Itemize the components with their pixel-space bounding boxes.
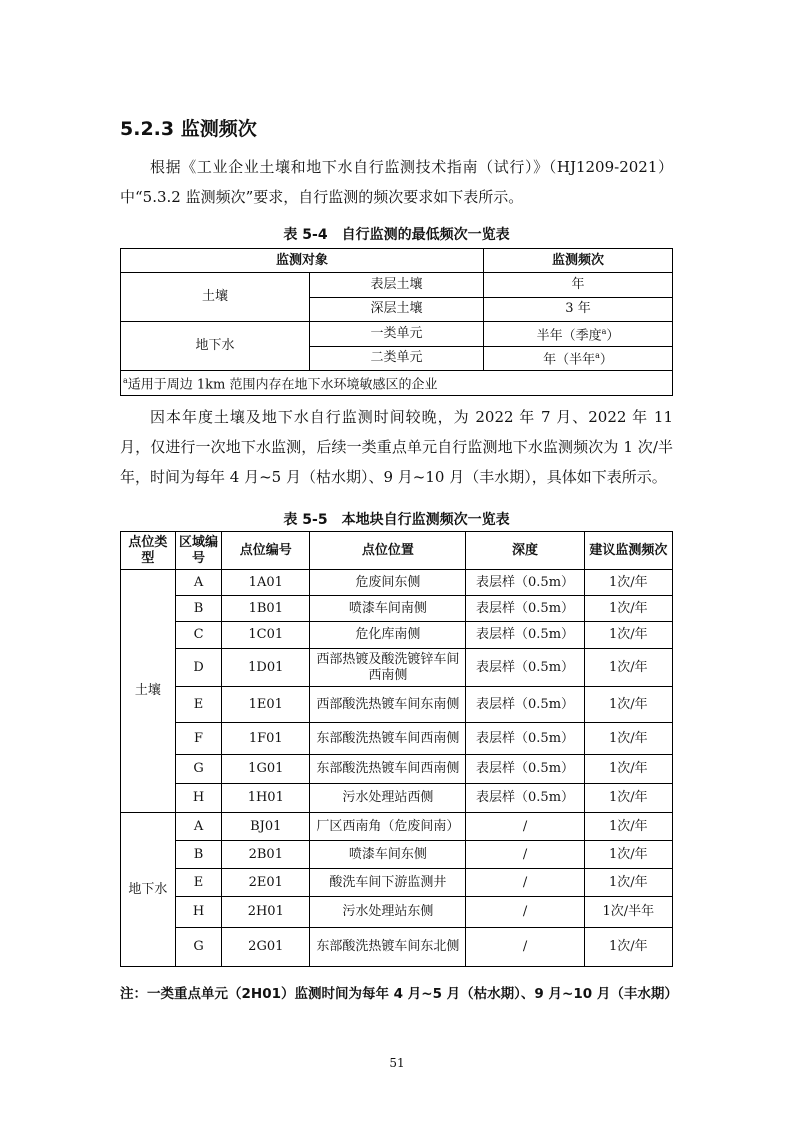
frequency-cell: 1次/半年 [584, 897, 672, 928]
table-row [121, 784, 673, 813]
header-cell: 监测对象 [121, 249, 484, 273]
table-header-row [121, 249, 673, 273]
location-cell: 危废间东侧 [310, 570, 466, 596]
header-cell: 点位类型 [121, 532, 176, 570]
table-row [121, 869, 673, 897]
table-5-4 [120, 248, 673, 396]
location-cell: 危化库南侧 [310, 622, 466, 649]
area-code-cell: E [175, 869, 222, 897]
depth-cell: 表层样（0.5m） [466, 596, 584, 622]
location-cell: 喷漆车间南侧 [310, 596, 466, 622]
location-cell: 污水处理站西侧 [310, 784, 466, 813]
header-cell: 监测频次 [484, 249, 673, 273]
depth-cell: / [466, 897, 584, 928]
frequency-cell: 1次/年 [584, 649, 672, 687]
header-cell: 区域编号 [175, 532, 222, 570]
point-id-cell: BJ01 [222, 813, 310, 841]
frequency-cell [484, 273, 673, 298]
point-id-cell: 1A01 [222, 570, 310, 596]
point-id-cell: 1E01 [222, 687, 310, 723]
area-code-cell: H [175, 897, 222, 928]
frequency-cell: 1次/年 [584, 755, 672, 784]
table-5-5-caption: 表 5-5 本地块自行监测频次一览表 [283, 512, 510, 528]
area-code-cell: F [175, 723, 222, 755]
point-id-cell: 1F01 [222, 723, 310, 755]
area-code-cell: B [175, 841, 222, 869]
frequency-cell: 1次/年 [584, 841, 672, 869]
point-id-cell: 1B01 [222, 596, 310, 622]
location-cell: 东部酸洗热镀车间西南侧 [310, 755, 466, 784]
footnote-mark: a [601, 326, 607, 336]
footnote-mark: a [123, 375, 128, 385]
frequency-tail: ） [599, 352, 613, 368]
table-note: 注：一类重点单元（2H01）监测时间为每年 4 月~5 月（枯水期）、9 月~10 月（丰水期） [120, 986, 678, 1002]
area-code-cell: A [175, 570, 222, 596]
page-number: 51 [389, 1056, 405, 1070]
frequency-cell [484, 346, 673, 371]
point-id-cell: 2E01 [222, 869, 310, 897]
table-row [121, 649, 673, 687]
item-cell: 二类单元 [310, 346, 484, 371]
header-cell: 深度 [466, 532, 584, 570]
depth-cell: 表层样（0.5m） [466, 723, 584, 755]
table-row [121, 273, 673, 298]
point-id-cell: 2B01 [222, 841, 310, 869]
paragraph-schedule: 因本年度土壤及地下水自行监测时间较晚，为 2022 年 7 月、2022 年 11 月，仅进行一次地下水监测，后续一类重点单元自行监测地下水监测频次为 1 次/半年，时间为每年 4 月~5 月（枯水期）、9 月~10 月（丰水期），具体如下表所示。 [120, 408, 673, 486]
frequency-cell: 1次/年 [584, 622, 672, 649]
frequency-text: 半年（季度 [536, 327, 602, 343]
point-id-cell: 1C01 [222, 622, 310, 649]
table-row [121, 622, 673, 649]
location-cell: 喷漆车间东侧 [310, 841, 466, 869]
point-type-cell: 土壤 [121, 570, 176, 813]
depth-cell: 表层样（0.5m） [466, 570, 584, 596]
depth-cell: 表层样（0.5m） [466, 755, 584, 784]
group-cell: 土壤 [121, 273, 310, 322]
footnote-mark: a [595, 351, 600, 361]
area-code-cell: D [175, 649, 222, 687]
table-5-5 [120, 531, 673, 967]
location-cell: 污水处理站东侧 [310, 897, 466, 928]
table-row [121, 723, 673, 755]
depth-cell: / [466, 869, 584, 897]
table-row [121, 813, 673, 841]
point-id-cell: 2H01 [222, 897, 310, 928]
area-code-cell: H [175, 784, 222, 813]
header-cell: 点位位置 [310, 532, 466, 570]
frequency-cell: 1次/年 [584, 687, 672, 723]
table-row [121, 687, 673, 723]
area-code-cell: A [175, 813, 222, 841]
frequency-text: 3 年 [565, 301, 591, 317]
frequency-cell: 1次/年 [584, 869, 672, 897]
frequency-text: 年 [571, 276, 585, 292]
point-id-cell: 1D01 [222, 649, 310, 687]
item-cell: 深层土壤 [310, 297, 484, 322]
table-row [121, 841, 673, 869]
frequency-cell: 1次/年 [584, 928, 672, 967]
location-cell: 东部酸洗热镀车间西南侧 [310, 723, 466, 755]
frequency-text: 年（半年 [543, 352, 596, 368]
location-cell: 东部酸洗热镀车间东北侧 [310, 928, 466, 967]
table-row [121, 322, 673, 347]
point-id-cell: 2G01 [222, 928, 310, 967]
group-cell: 地下水 [121, 322, 310, 371]
frequency-cell: 1次/年 [584, 723, 672, 755]
item-cell: 一类单元 [310, 322, 484, 347]
frequency-cell: 1次/年 [584, 784, 672, 813]
table-row [121, 928, 673, 967]
table-row [121, 897, 673, 928]
area-code-cell: G [175, 755, 222, 784]
depth-cell: / [466, 813, 584, 841]
frequency-tail: ） [606, 327, 620, 343]
location-cell: 厂区西南角（危废间南） [310, 813, 466, 841]
depth-cell: 表层样（0.5m） [466, 649, 584, 687]
depth-cell: 表层样（0.5m） [466, 784, 584, 813]
location-cell: 西部热镀及酸洗镀锌车间西南侧 [310, 649, 466, 687]
header-cell: 建议监测频次 [584, 532, 672, 570]
area-code-cell: E [175, 687, 222, 723]
location-cell: 西部酸洗热镀车间东南侧 [310, 687, 466, 723]
depth-cell: 表层样（0.5m） [466, 687, 584, 723]
area-code-cell: C [175, 622, 222, 649]
table-header-row [121, 532, 673, 570]
area-code-cell: G [175, 928, 222, 967]
location-cell: 酸洗车间下游监测井 [310, 869, 466, 897]
footnote-cell [121, 371, 673, 396]
table-5-4-caption: 表 5-4 自行监测的最低频次一览表 [283, 227, 510, 243]
table-row [121, 596, 673, 622]
table-row [121, 570, 673, 596]
point-type-cell: 地下水 [121, 813, 176, 967]
item-cell: 表层土壤 [310, 273, 484, 298]
header-cell: 点位编号 [222, 532, 310, 570]
footnote-text: 适用于周边 1km 范围内存在地下水环境敏感区的企业 [127, 377, 438, 393]
point-id-cell: 1H01 [222, 784, 310, 813]
frequency-cell [484, 297, 673, 322]
section-title: 5.2.3 监测频次 [120, 118, 257, 140]
frequency-cell: 1次/年 [584, 570, 672, 596]
frequency-cell: 1次/年 [584, 813, 672, 841]
depth-cell: 表层样（0.5m） [466, 622, 584, 649]
frequency-cell: 1次/年 [584, 596, 672, 622]
area-code-cell: B [175, 596, 222, 622]
table-row [121, 755, 673, 784]
depth-cell: / [466, 841, 584, 869]
paragraph-intro: 根据《工业企业土壤和地下水自行监测技术指南（试行）》（HJ1209-2021）中“5.3.2 监测频次”要求，自行监测的频次要求如下表所示。 [120, 158, 673, 206]
depth-cell: / [466, 928, 584, 967]
point-id-cell: 1G01 [222, 755, 310, 784]
frequency-cell [484, 322, 673, 347]
